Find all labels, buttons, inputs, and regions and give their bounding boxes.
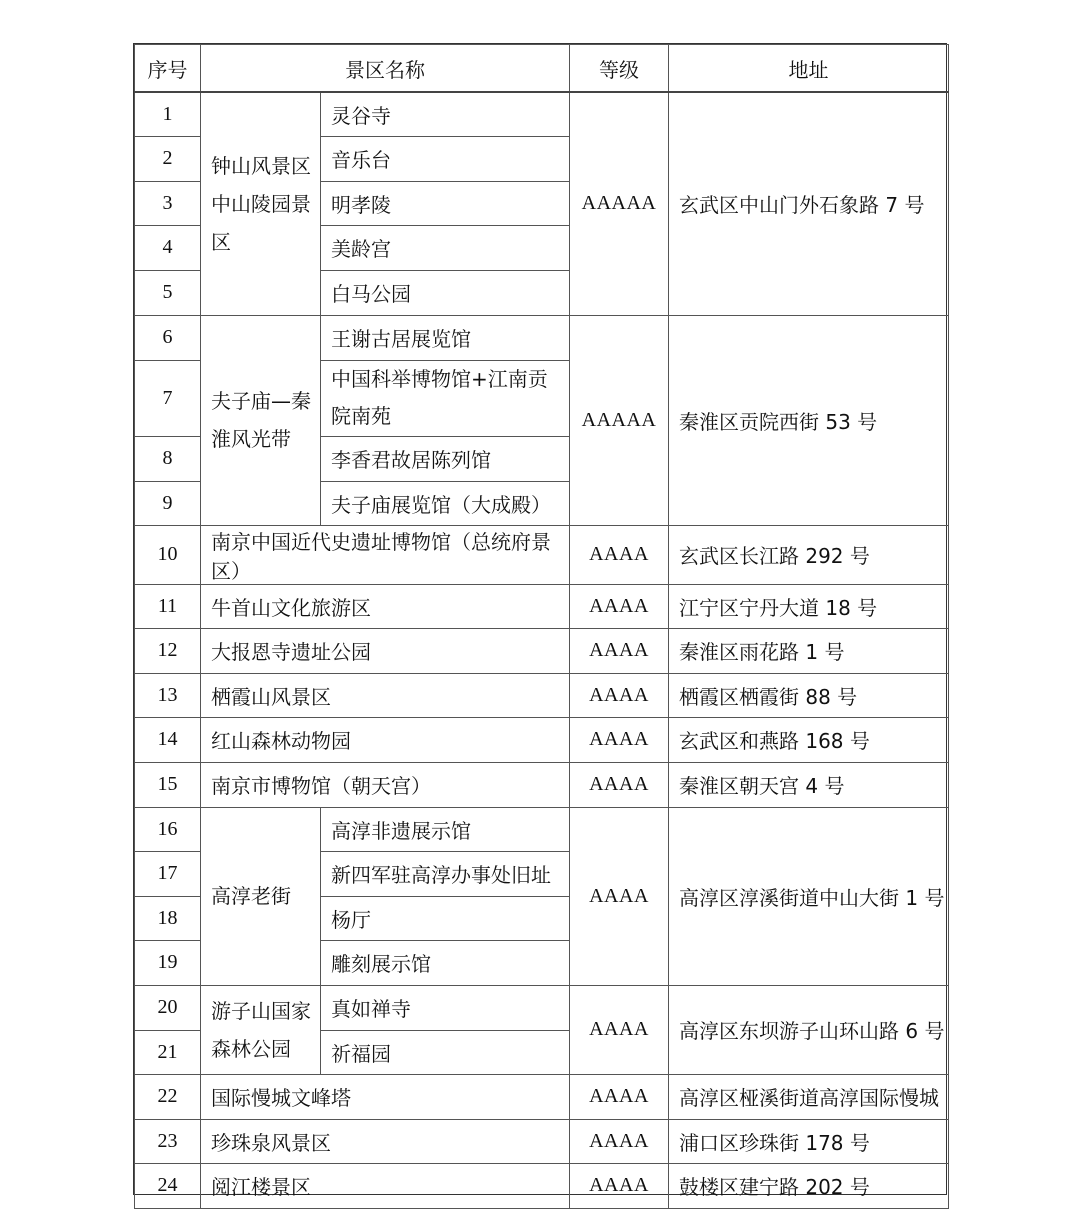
grade: AAAA (570, 717, 669, 762)
spot-name: 王谢古居展览馆 (321, 315, 570, 360)
spot-name: 南京市博物馆（朝天宫） (201, 762, 570, 807)
row-no: 11 (135, 584, 201, 628)
address: 秦淮区雨花路 1 号 (669, 628, 949, 673)
address: 玄武区长江路 292 号 (669, 525, 949, 584)
grade: AAAA (570, 525, 669, 584)
spot-name: 栖霞山风景区 (201, 673, 570, 717)
grade: AAAA (570, 673, 669, 717)
grade: AAAA (570, 762, 669, 807)
address: 玄武区中山门外石象路 7 号 (669, 92, 949, 315)
row-no: 6 (135, 315, 201, 360)
table-header-row (135, 45, 949, 93)
spot-name: 白马公园 (321, 270, 570, 315)
spot-name: 明孝陵 (321, 181, 570, 225)
header-no: 序号 (135, 45, 201, 93)
address: 秦淮区贡院西街 53 号 (669, 315, 949, 525)
row-no: 10 (135, 525, 201, 584)
address: 秦淮区朝天宫 4 号 (669, 762, 949, 807)
row-no: 19 (135, 940, 201, 985)
table-row (135, 525, 949, 584)
spot-name: 音乐台 (321, 136, 570, 181)
grade: AAAA (570, 628, 669, 673)
spot-name: 珍珠泉风景区 (201, 1119, 570, 1163)
spot-name: 南京中国近代史遗址博物馆（总统府景区） (201, 525, 570, 584)
row-no: 9 (135, 481, 201, 525)
table-row (135, 717, 949, 762)
row-no: 5 (135, 270, 201, 315)
spot-name: 红山森林动物园 (201, 717, 570, 762)
row-no: 22 (135, 1074, 201, 1119)
header-name: 景区名称 (201, 45, 570, 93)
table-row (135, 1119, 949, 1163)
row-no: 17 (135, 851, 201, 896)
row-no: 1 (135, 92, 201, 136)
row-no: 12 (135, 628, 201, 673)
row-no: 2 (135, 136, 201, 181)
table-row (135, 807, 949, 851)
table-row (135, 584, 949, 628)
table-row (135, 315, 949, 360)
table-row (135, 628, 949, 673)
spot-name: 高淳非遗展示馆 (321, 807, 570, 851)
grade: AAAAA (570, 315, 669, 525)
row-no: 4 (135, 225, 201, 270)
spot-name: 祈福园 (321, 1030, 570, 1074)
table-row (135, 1163, 949, 1208)
spot-name: 美龄宫 (321, 225, 570, 270)
grade: AAAA (570, 985, 669, 1074)
row-no: 13 (135, 673, 201, 717)
area-name: 高淳老街 (201, 807, 321, 985)
address: 高淳区桠溪街道高淳国际慢城 (669, 1074, 949, 1119)
spot-name: 国际慢城文峰塔 (201, 1074, 570, 1119)
spot-name: 大报恩寺遗址公园 (201, 628, 570, 673)
spot-name: 杨厅 (321, 896, 570, 940)
grade: AAAA (570, 1163, 669, 1208)
scenic-spots-table-container (133, 43, 947, 1199)
row-no: 16 (135, 807, 201, 851)
grade: AAAA (570, 584, 669, 628)
address: 玄武区和燕路 168 号 (669, 717, 949, 762)
table-row (135, 985, 949, 1030)
address: 高淳区淳溪街道中山大街 1 号 (669, 807, 949, 985)
row-no: 21 (135, 1030, 201, 1074)
grade: AAAAA (570, 92, 669, 315)
area-name: 钟山风景区中山陵园景区 (201, 92, 321, 315)
area-name: 夫子庙—秦淮风光带 (201, 315, 321, 525)
table-row (135, 92, 949, 136)
spot-name: 灵谷寺 (321, 92, 570, 136)
area-name: 游子山国家森林公园 (201, 985, 321, 1074)
spot-name: 新四军驻高淳办事处旧址 (321, 851, 570, 896)
table-row (135, 673, 949, 717)
table-row (135, 762, 949, 807)
row-no: 14 (135, 717, 201, 762)
spot-name: 雕刻展示馆 (321, 940, 570, 985)
row-no: 20 (135, 985, 201, 1030)
row-no: 18 (135, 896, 201, 940)
spot-name: 李香君故居陈列馆 (321, 436, 570, 481)
address: 鼓楼区建宁路 202 号 (669, 1163, 949, 1208)
header-address: 地址 (669, 45, 949, 93)
table-row (135, 1074, 949, 1119)
row-no: 15 (135, 762, 201, 807)
grade: AAAA (570, 1074, 669, 1119)
header-grade: 等级 (570, 45, 669, 93)
grade: AAAA (570, 807, 669, 985)
grade: AAAA (570, 1119, 669, 1163)
address: 高淳区东坝游子山环山路 6 号 (669, 985, 949, 1074)
spot-name: 牛首山文化旅游区 (201, 584, 570, 628)
spot-name: 阅江楼景区 (201, 1163, 570, 1208)
row-no: 24 (135, 1163, 201, 1208)
address: 江宁区宁丹大道 18 号 (669, 584, 949, 628)
address: 栖霞区栖霞街 88 号 (669, 673, 949, 717)
spot-name: 中国科举博物馆+江南贡院南苑 (321, 360, 570, 436)
spot-name: 夫子庙展览馆（大成殿） (321, 481, 570, 525)
address: 浦口区珍珠街 178 号 (669, 1119, 949, 1163)
row-no: 23 (135, 1119, 201, 1163)
row-no: 3 (135, 181, 201, 225)
row-no: 8 (135, 436, 201, 481)
row-no: 7 (135, 360, 201, 436)
scenic-spots-table (134, 44, 949, 1209)
spot-name: 真如禅寺 (321, 985, 570, 1030)
